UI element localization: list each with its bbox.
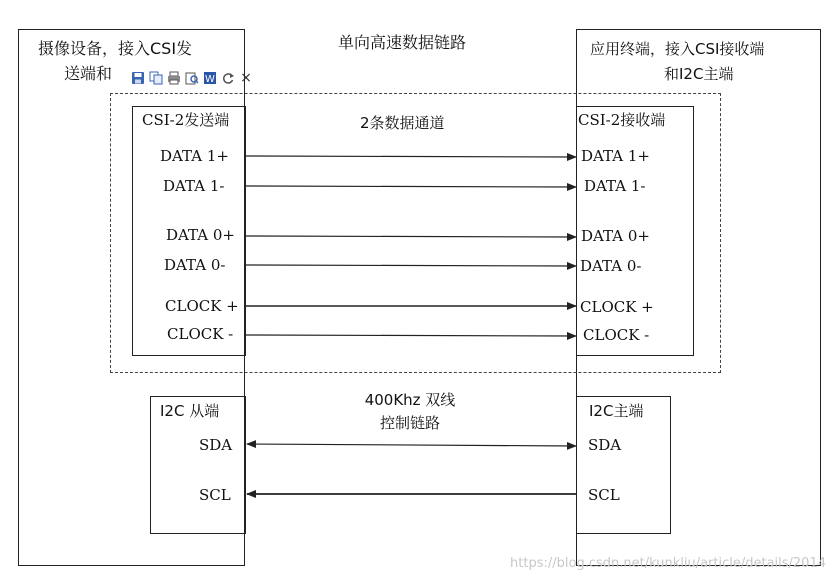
csi-tx-title: CSI-2发送端 (142, 111, 230, 129)
i2c-slave-sda: SDA (199, 436, 233, 454)
rx-signal-data1p: DATA 1+ (581, 147, 650, 165)
tx-signal-clockn: CLOCK - (167, 325, 234, 343)
i2c-master-title: I2C主端 (589, 402, 644, 420)
tx-signal-clockp: CLOCK + (165, 297, 239, 315)
close-icon[interactable]: × (240, 70, 252, 86)
rx-signal-data0p: DATA 0+ (581, 227, 650, 245)
right-device-label-line1: 应用终端，接入CSI接收端 (590, 40, 765, 58)
diagram-title: 单向高速数据链路 (338, 33, 467, 52)
data-lanes-label: 2条数据通道 (360, 114, 445, 132)
rx-signal-clockn: CLOCK - (583, 326, 650, 344)
arrow-clockn (245, 335, 576, 336)
arrow-sda (247, 444, 576, 446)
watermark: https://blog.csdn.net/kunkliu/article/details/2014 (510, 556, 826, 571)
tx-signal-data1p: DATA 1+ (160, 147, 229, 165)
arrow-data1p (245, 156, 576, 157)
i2c-master-scl: SCL (588, 486, 620, 504)
tx-signal-data0p: DATA 0+ (166, 226, 235, 244)
i2c-link-label-line2: 控制链路 (379, 414, 440, 432)
tx-signal-data1n: DATA 1- (163, 177, 225, 195)
right-device-label-line2: 和I2C主端 (664, 65, 734, 83)
i2c-master-sda: SDA (588, 436, 622, 454)
tx-signal-data0n: DATA 0- (164, 256, 226, 274)
rx-signal-data1n: DATA 1- (584, 177, 646, 195)
i2c-slave-title: I2C 从端 (160, 402, 220, 420)
rx-signal-data0n: DATA 0- (580, 257, 642, 275)
svg-text:W: W (205, 74, 215, 85)
i2c-slave-scl: SCL (199, 486, 231, 504)
arrow-data0n (245, 265, 576, 266)
rx-signal-clockp: CLOCK + (580, 298, 654, 316)
csi-rx-title: CSI-2接收端 (578, 111, 666, 129)
i2c-link-label-line1: 400Khz 双线 (364, 391, 456, 409)
arrow-data0p (245, 236, 576, 237)
left-device-label-line2: 送端和 (64, 64, 113, 83)
left-device-label-line1: 摄像设备，接入CSI发 (38, 39, 193, 58)
arrow-data1n (245, 186, 576, 187)
